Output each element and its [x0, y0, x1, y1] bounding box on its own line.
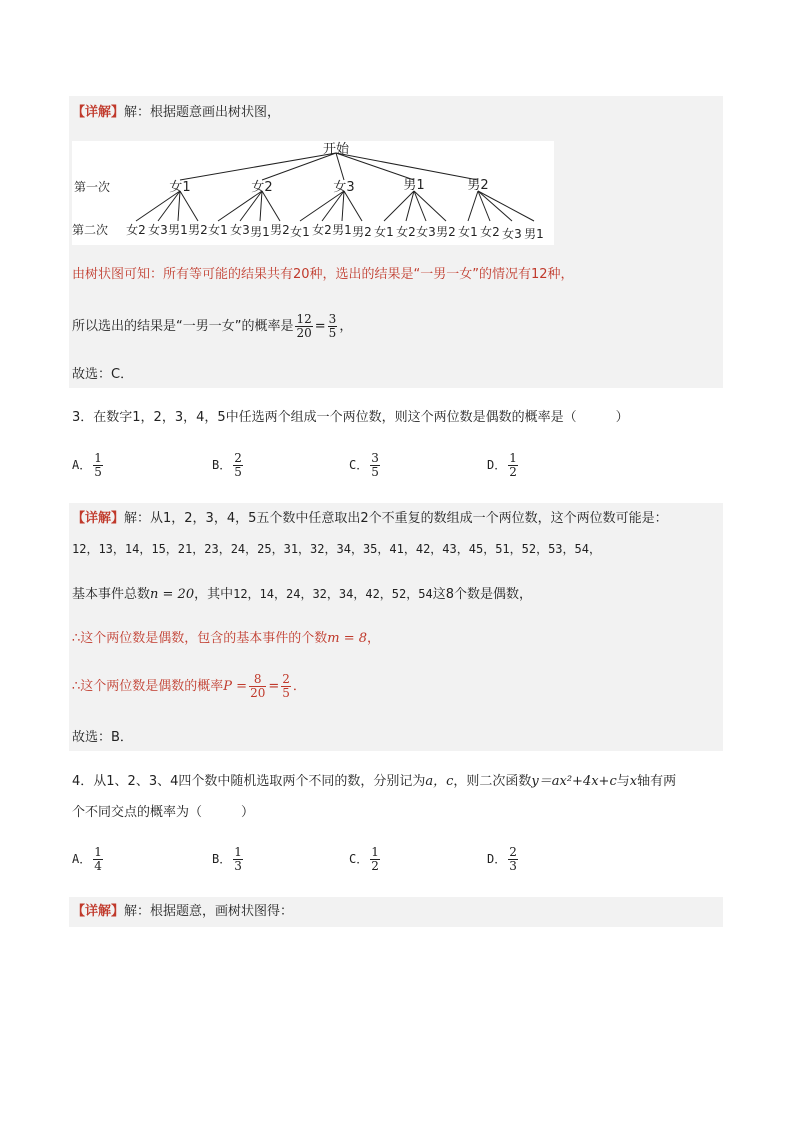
therefore2-suffix: ．	[292, 679, 306, 694]
numerator: 3	[371, 451, 379, 465]
q4-detail	[72, 903, 293, 921]
tree-row2-label: 第二次	[72, 223, 109, 237]
q4-stem-c: 与	[616, 774, 630, 789]
block2-answer: 故选：C．	[72, 367, 134, 382]
q3-option-d	[487, 452, 520, 479]
tree-node-l2: 女2	[396, 225, 416, 239]
numerator: 1	[94, 845, 102, 859]
tree-node-l1: 女3	[333, 180, 355, 195]
tree-root: 开始	[322, 142, 350, 157]
option-label: C．	[349, 458, 369, 472]
fraction	[508, 452, 518, 479]
numerator: 2	[509, 845, 517, 859]
q3-option-a	[72, 452, 105, 479]
therefore1-suffix: ，	[367, 631, 381, 646]
numerator: 2	[234, 451, 242, 465]
numerator: 1	[509, 451, 517, 465]
fraction	[93, 846, 103, 873]
option-label: D．	[487, 458, 507, 472]
tree-node-l1: 男2	[467, 178, 489, 193]
denominator: 5	[234, 465, 242, 479]
tree-node-l2: 女1	[374, 225, 394, 239]
numerator: 2	[282, 672, 290, 686]
tree-svg	[72, 141, 554, 245]
q3-therefore2	[72, 672, 306, 702]
fraction	[370, 846, 380, 873]
tree-node-l1: 女1	[169, 180, 191, 195]
q4-option-a	[72, 846, 105, 873]
intro-text: 解：根据题意画出树状图，	[124, 105, 281, 120]
tree-node-l2: 女3	[416, 225, 436, 239]
fraction	[233, 452, 243, 479]
tree-diagram	[72, 141, 554, 245]
denominator: 2	[371, 859, 379, 873]
detail-text: 解：根据题意，画树状图得：	[124, 904, 294, 919]
basic-suffix: 这8个数是偶数，	[432, 587, 532, 602]
q4-option-c	[349, 846, 382, 873]
fraction	[93, 452, 103, 479]
q3-answer: 故选：B．	[72, 730, 133, 745]
tree-node-l2: 男1	[524, 227, 544, 241]
tree-node-l2: 女3	[148, 223, 168, 237]
tree-node-l2: 女2	[312, 223, 332, 237]
numerator: 1	[94, 451, 102, 465]
block2-conclusion1: 由树状图可知：所有等可能的结果共有20种，选出的结果是“一男一女”的情况有12种，	[72, 267, 574, 282]
q3-stem: 3．在数字1，2，3，4，5中任选两个组成一个两位数，则这个两位数是偶数的概率是（ ）	[72, 410, 629, 425]
denominator: 5	[328, 326, 337, 340]
denominator: 20	[250, 686, 266, 700]
equals: =	[268, 679, 280, 694]
q4-vars: a，c	[425, 774, 454, 789]
denominator: 3	[234, 859, 242, 873]
tree-node-l2: 男1	[250, 225, 270, 239]
q4-x: x	[629, 774, 638, 789]
q3-option-c	[349, 452, 382, 479]
detail-text: 解：从1，2，3，4，5五个数中任意取出2个不重复的数组成一个两位数，这个两位数可能是：	[124, 511, 668, 526]
therefore1-prefix: ∴这个两位数是偶数，包含的基本事件的个数	[72, 631, 328, 646]
basic-prefix: 基本事件总数	[72, 587, 151, 602]
tree-node-l2: 男1	[332, 223, 352, 237]
numerator: 1	[234, 845, 242, 859]
fraction	[281, 673, 291, 700]
tree-node-l1: 女2	[251, 180, 273, 195]
q4-stem-a: 4．从1、2、3、4四个数中随机选取两个不同的数，分别记为	[72, 774, 426, 789]
q3-option-b	[212, 452, 245, 479]
block2-intro	[72, 104, 280, 122]
fraction	[328, 313, 338, 340]
tree-node-l2: 女1	[290, 225, 310, 239]
q3-basic-events	[72, 585, 532, 604]
tree-node-l2: 男2	[270, 223, 290, 237]
fraction	[370, 452, 380, 479]
numerator: 8	[249, 673, 266, 687]
tree-node-l2: 女1	[208, 223, 228, 237]
tree-row1-label: 第一次	[74, 180, 111, 194]
detail-tag: 【详解】	[72, 105, 125, 120]
tree-node-l2: 男2	[436, 225, 456, 239]
option-label: D．	[487, 852, 507, 866]
basic-list: 12，14，24，32，34，42，52，54	[233, 587, 433, 601]
tree-node-l2: 女2	[480, 225, 500, 239]
tree-node-l2: 男2	[188, 223, 208, 237]
block2-conclusion2	[72, 312, 352, 342]
tree-node-l2: 女2	[126, 223, 146, 237]
tree-node-l1: 男1	[403, 178, 425, 193]
option-label: A．	[72, 458, 92, 472]
tree-level1	[169, 178, 488, 195]
option-label: B．	[212, 458, 232, 472]
tree-node-l2: 女3	[502, 227, 522, 241]
denominator: 2	[509, 465, 517, 479]
q3-numbers-list: 12，13，14，15，21，23，24，25，31，32，34，35，41，42，43，45，51，52，53，54，	[72, 542, 601, 556]
fraction	[508, 846, 518, 873]
q4-stem-b: ，则二次函数	[453, 774, 532, 789]
q4-stem-line1	[72, 773, 676, 791]
conclusion2-suffix: ，	[339, 319, 353, 334]
fraction	[249, 673, 266, 700]
q4-function: y＝ax²+4x+c	[531, 774, 617, 789]
denominator: 3	[509, 859, 517, 873]
fraction	[233, 846, 243, 873]
denominator: 5	[371, 465, 379, 479]
option-label: B．	[212, 852, 232, 866]
q3-therefore1	[72, 630, 380, 648]
equals: =	[314, 319, 326, 334]
option-label: C．	[349, 852, 369, 866]
tree-node-l2: 女3	[230, 223, 250, 237]
numerator: 3	[328, 312, 337, 326]
tree-node-l2: 男1	[168, 223, 188, 237]
denominator: 4	[94, 859, 102, 873]
therefore2-var: P =	[223, 679, 248, 694]
therefore1-expr: m = 8	[327, 631, 368, 646]
tree-node-l2: 男2	[352, 225, 372, 239]
denominator: 5	[282, 686, 290, 700]
option-label: A．	[72, 852, 92, 866]
tree-level2	[126, 223, 544, 241]
numerator: 12	[296, 312, 312, 326]
basic-mid: ，其中	[194, 587, 234, 602]
denominator: 5	[94, 465, 102, 479]
therefore2-prefix: ∴这个两位数是偶数的概率	[72, 679, 224, 694]
q4-option-d	[487, 846, 520, 873]
q4-stem-line2: 个不同交点的概率为（ ）	[72, 805, 255, 820]
q3-detail	[72, 510, 668, 528]
detail-tag: 【详解】	[72, 511, 125, 526]
tree-node-l2: 女1	[458, 225, 478, 239]
numerator: 1	[371, 845, 379, 859]
detail-tag: 【详解】	[72, 904, 125, 919]
q4-stem-d: 轴有两	[637, 774, 677, 789]
denominator: 20	[296, 326, 312, 340]
conclusion2-prefix: 所以选出的结果是“一男一女”的概率是	[72, 319, 294, 334]
basic-expr: n = 20	[150, 587, 195, 602]
fraction	[295, 313, 312, 340]
q4-option-b	[212, 846, 245, 873]
